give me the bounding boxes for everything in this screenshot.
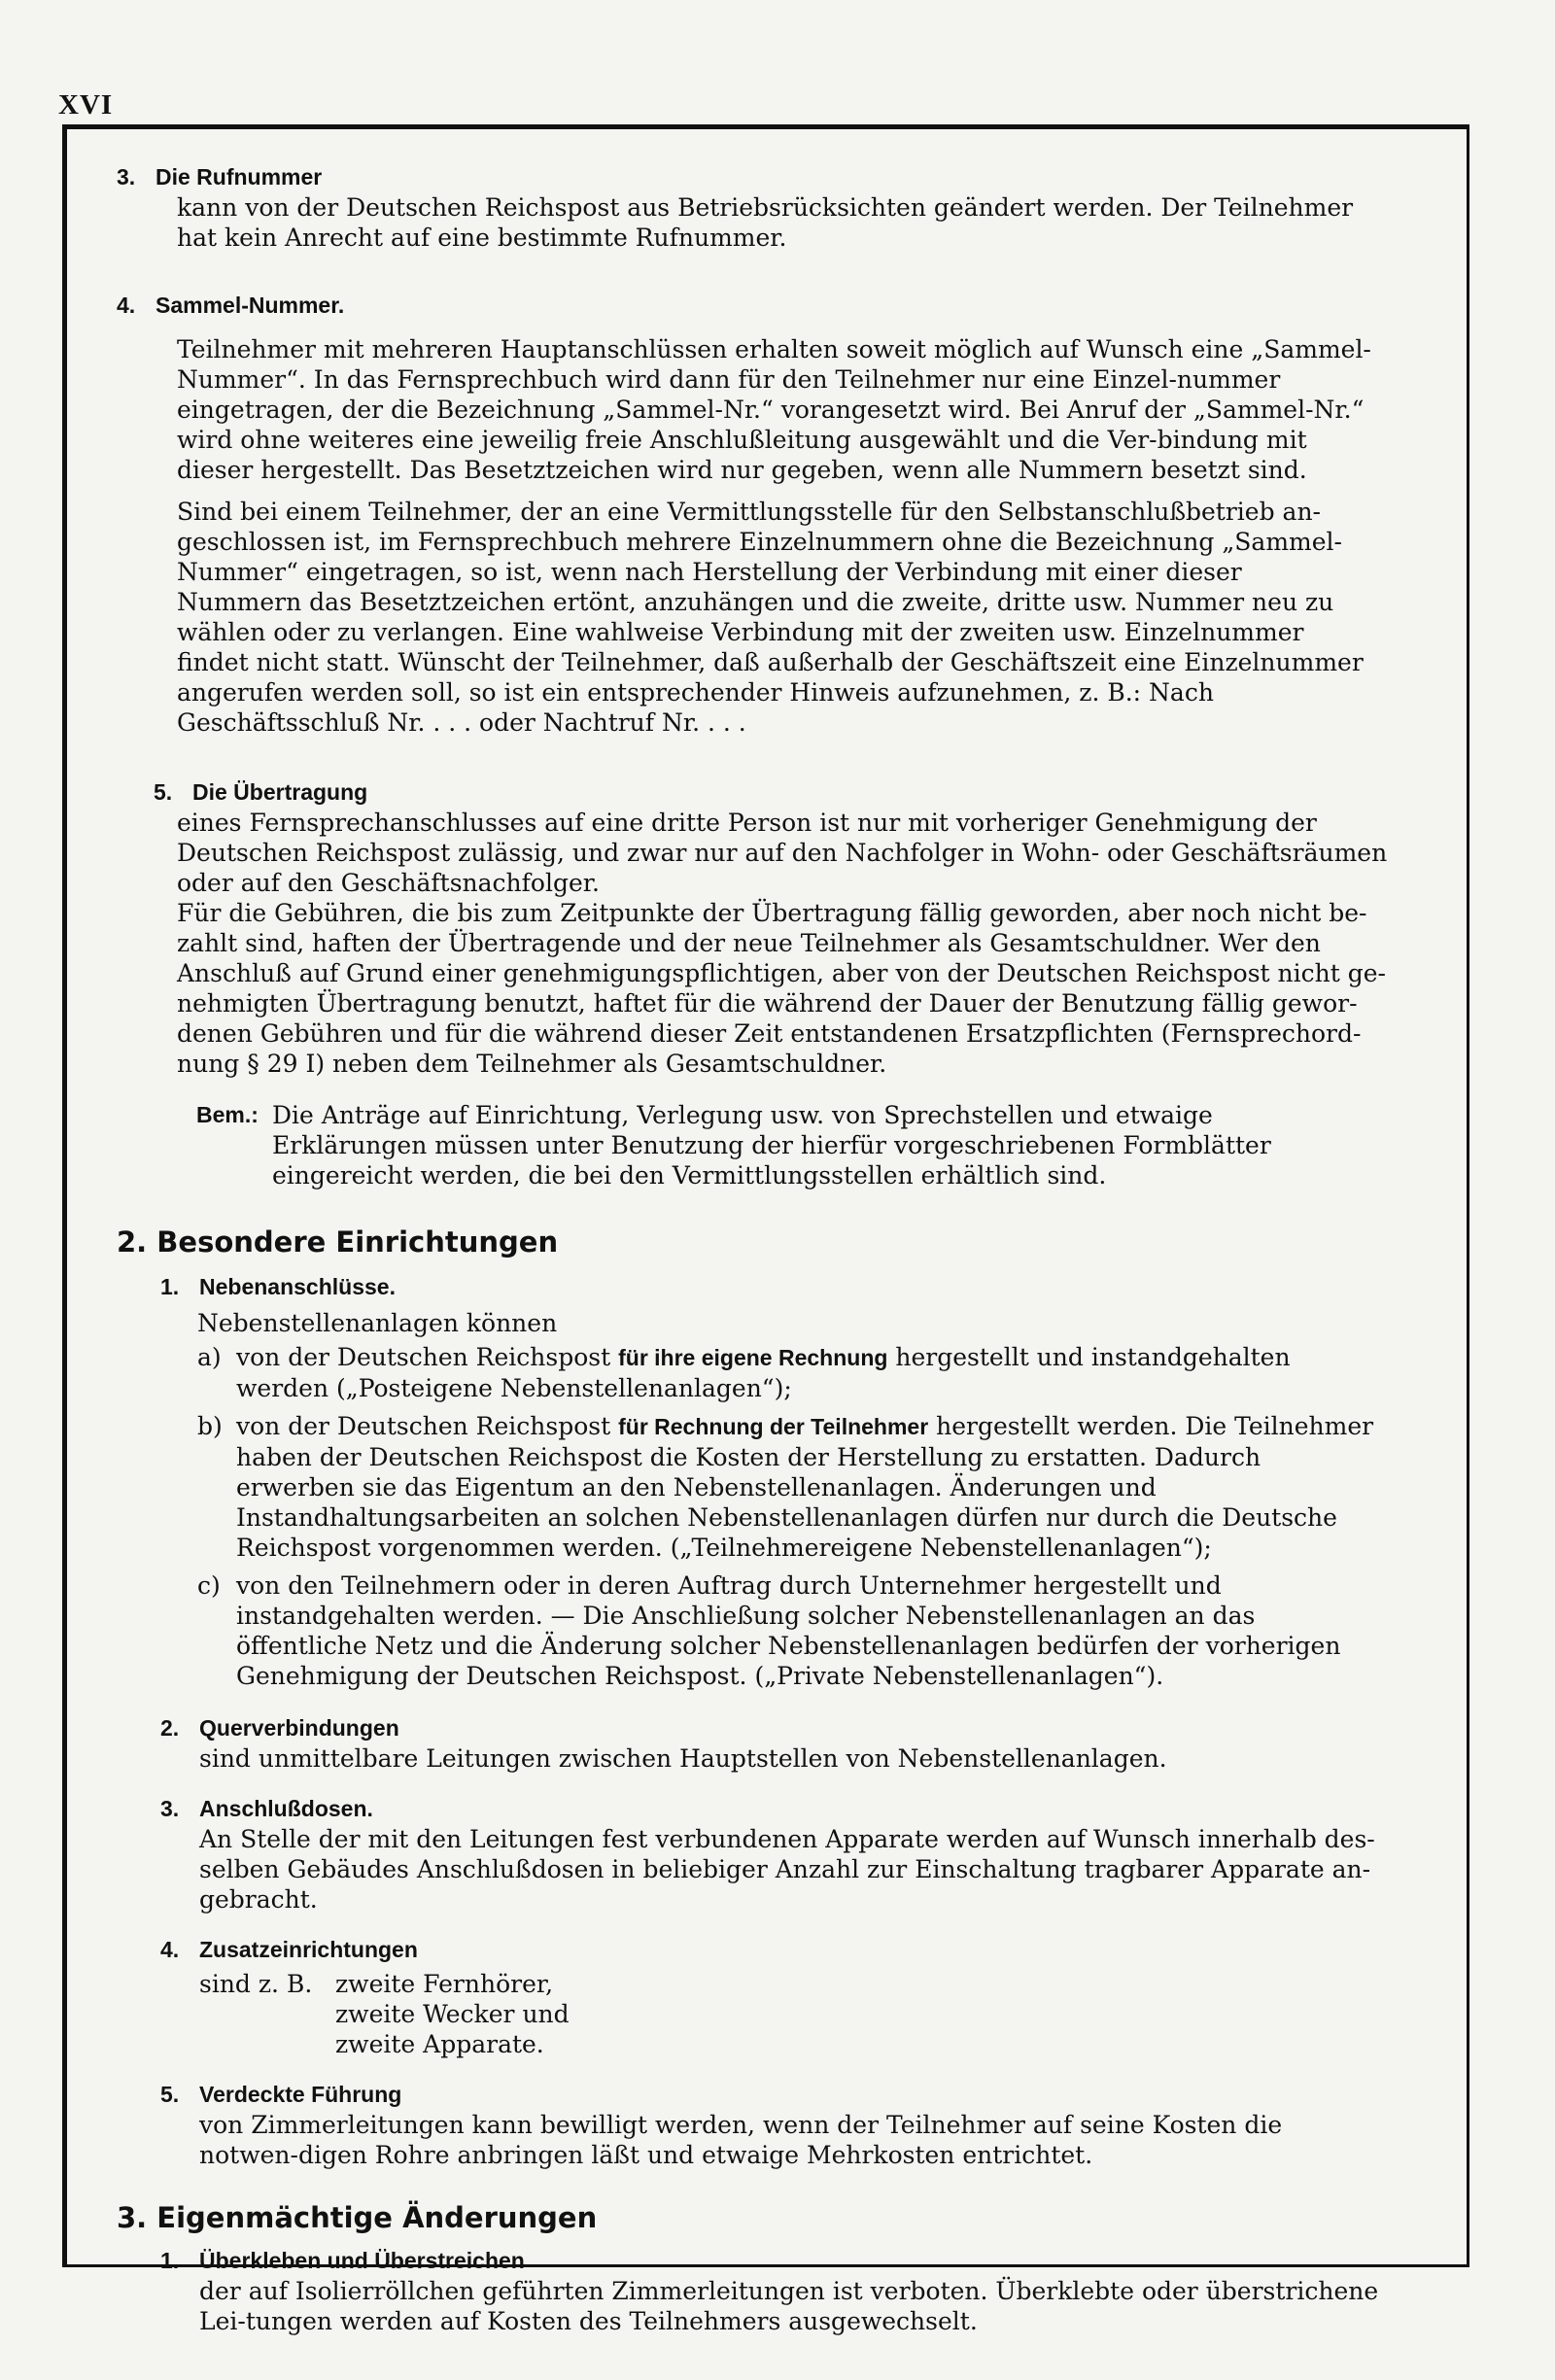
section-title: 3. Eigenmächtige Änderungen	[117, 2201, 598, 2234]
section-besondere-einrichtungen	[117, 1227, 1429, 2170]
item-heading: Anschlußdosen.	[199, 1796, 373, 1821]
item-number: 4.	[117, 293, 136, 318]
item-heading: Verdeckte Führung	[199, 2082, 402, 2107]
equipment-list	[335, 1969, 570, 2059]
item-number: 3.	[160, 1796, 180, 1821]
paragraph: Für die Gebühren, die bis zum Zeitpunkte der Übertragung fällig geworden, aber noch nicht be-zahlt sind, haften der Übertragende und der neue Teilnehmer als Gesamtschuldner. Wer den Anschluß auf Grund einer genehmigungspflichtigen, aber von der Deutschen Reichspost nicht ge-nehmigten Übertragung benutzt, haftet für die während der Dauer der Benutzung fällig gewor-denen Gebühren und für die während dieser Zeit entstandenen Ersatzpflichten (Fernsprechord-nung § 29 I) neben dem Teilnehmer als Gesamtschuldner.	[177, 899, 1386, 1078]
list-item: zweite Wecker und	[335, 2000, 570, 2028]
item-nebenanschluesse	[117, 1271, 1429, 1691]
list-label: c)	[197, 1571, 221, 1600]
paragraph: der auf Isolierröllchen geführten Zimmerleitungen ist verboten. Überklebte oder überstrichene Lei-tungen werden auf Kosten des Teilnehmers ausgewechselt.	[199, 2277, 1379, 2335]
intro-text: Nebenstellenanlagen können	[197, 1309, 558, 1337]
item-number: 2.	[160, 1715, 180, 1741]
item-rufnummer	[117, 161, 1429, 253]
item-verdeckte-fuehrung	[117, 2079, 1429, 2170]
list-item: zweite Fernhörer,	[335, 1970, 554, 1998]
item-heading: Zusatzeinrichtungen	[199, 1937, 418, 1962]
list-item-b: b) von der Deutschen Reichspost für Rechnung der Teilnehmer hergestellt werden. Die Teilnehmer haben der Deutschen Reichspost die Kosten der Herstellung zu erstatten. Dadurch erwerben sie das Eigentum an den Nebenstellenanlagen. Änderungen und Instandhaltungsarbeiten an solchen Nebenstellenanlagen dürfen nur durch die Deutsche Reichspost vorgenommen werden. („Teilnehmereigene Nebenstellenanlagen“);	[197, 1412, 1374, 1562]
list-item-c	[160, 1570, 1383, 1691]
document-body	[117, 155, 1429, 2336]
paragraph: Sind bei einem Teilnehmer, der an eine Vermittlungsstelle für den Selbstanschlußbetrieb an-geschlossen ist, im Fernsprechbuch mehrere Einzelnummern ohne die Bezeichnung „Sammel-Nummer“ eingetragen, so ist, wenn nach Herstellung der Verbindung mit einer dieser Nummern das Besetztzeichen ertönt, anzuhängen und die zweite, dritte usw. Nummer neu zu wählen oder zu verlangen. Eine wahlweise Verbindung mit der zweiten usw. Einzelnummer findet nicht statt. Wünscht der Teilnehmer, daß außerhalb der Geschäftszeit eine Einzelnummer angerufen werden soll, so ist ein entsprechender Hinweis aufzunehmen, z. B.: Nach Geschäftsschluß Nr. . . . oder Nachtruf Nr. . . .	[177, 498, 1364, 737]
list-label: a)	[197, 1343, 222, 1371]
paragraph: An Stelle der mit den Leitungen fest verbundenen Apparate werden auf Wunsch innerhalb des-selben Gebäudes Anschlußdosen in beliebiger Anzahl zur Einschaltung tragbarer Apparate an-gebracht.	[199, 1825, 1375, 1914]
item-querverbindungen	[117, 1712, 1429, 1774]
item-ueberkleben	[117, 2245, 1429, 2336]
item-heading: Querverbindungen	[199, 1715, 399, 1741]
item-number: 5.	[160, 2082, 180, 2107]
item-sammel-nummer	[117, 290, 1429, 738]
list-item: zweite Apparate.	[335, 2030, 544, 2058]
item-heading: Sammel-Nummer.	[156, 293, 345, 318]
item-number: 3.	[117, 164, 136, 190]
item-heading: Überkleben und Überstreichen	[199, 2248, 525, 2273]
page-number: XVI	[58, 89, 114, 121]
item-zusatzeinrichtungen	[117, 1934, 1429, 2059]
remark-label: Bem.:	[196, 1102, 259, 1127]
paragraph: eines Fernsprechanschlusses auf eine dritte Person ist nur mit vorheriger Genehmigung der Deutschen Reichspost zulässig, und zwar nur auf den Nachfolger in Wohn- oder Geschäftsräumen oder auf den Geschäftsnachfolger.	[177, 809, 1388, 897]
item-heading: Nebenanschlüsse.	[199, 1274, 396, 1299]
paragraph: kann von der Deutschen Reichspost aus Betriebsrücksichten geändert werden. Der Teilnehmer hat kein Anrecht auf eine bestimmte Rufnummer.	[177, 193, 1354, 252]
list-item-a: a) von der Deutschen Reichspost für ihre eigene Rechnung hergestellt und instandgehalten werden („Posteigene Nebenstellenanlagen“);	[197, 1343, 1291, 1402]
remark-text: Die Anträge auf Einrichtung, Verlegung usw. von Sprechstellen und etwaige Erklärungen müssen unter Benutzung der hierfür vorgeschriebenen Formblätter eingereicht werden, die bei den Vermittlungsstellen erhältlich sind.	[272, 1101, 1271, 1190]
lead-text: sind z. B.	[199, 1970, 313, 1998]
item-heading: Die Rufnummer	[156, 164, 323, 190]
section-title: 2. Besondere Einrichtungen	[117, 1225, 559, 1259]
item-anschlussdosen	[117, 1793, 1429, 1914]
emphasis: für ihre eigene Rechnung	[618, 1345, 888, 1370]
paragraph: Teilnehmer mit mehreren Hauptanschlüssen erhalten soweit möglich auf Wunsch eine „Sammel-Nummer“. In das Fernsprechbuch wird dann für den Teilnehmer nur eine Einzel-nummer eingetragen, der die Bezeichnung „Sammel-Nr.“ vorangesetzt wird. Bei Anruf der „Sammel-Nr.“ wird ohne weiteres eine jeweilig freie Anschlußleitung ausgewählt und die Ver-bindung mit dieser hergestellt. Das Besetztzeichen wird nur gegeben, wenn alle Nummern besetzt sind.	[177, 335, 1371, 484]
paragraph: von Zimmerleitungen kann bewilligt werden, wenn der Teilnehmer auf seine Kosten die notwen-digen Rohre anbringen läßt und etwaige Mehrkosten entrichtet.	[199, 2111, 1283, 2169]
item-number: 5.	[154, 779, 173, 805]
item-number: 1.	[160, 2248, 180, 2273]
remark	[196, 1100, 1363, 1190]
list-label: b)	[197, 1412, 223, 1440]
item-number: 1.	[160, 1274, 180, 1299]
item-uebertragung	[117, 776, 1429, 1079]
item-heading: Die Übertragung	[192, 779, 368, 805]
emphasis: für Rechnung der Teilnehmer	[618, 1414, 929, 1439]
list-text: von den Teilnehmern oder in deren Auftrag durch Unternehmer hergestellt und instandgehalten werden. — Die Anschließung solcher Nebenstellenanlagen an das öffentliche Netz und die Änderung solcher Nebenstellenanlagen bedürfen der vorherigen Genehmigung der Deutschen Reichspost. („Private Nebenstellenanlagen“).	[236, 1571, 1341, 1690]
item-number: 4.	[160, 1937, 180, 1962]
paragraph: sind unmittelbare Leitungen zwischen Hauptstellen von Nebenstellenanlagen.	[199, 1744, 1167, 1773]
section-eigenmaechtige-aenderungen	[117, 2203, 1429, 2336]
